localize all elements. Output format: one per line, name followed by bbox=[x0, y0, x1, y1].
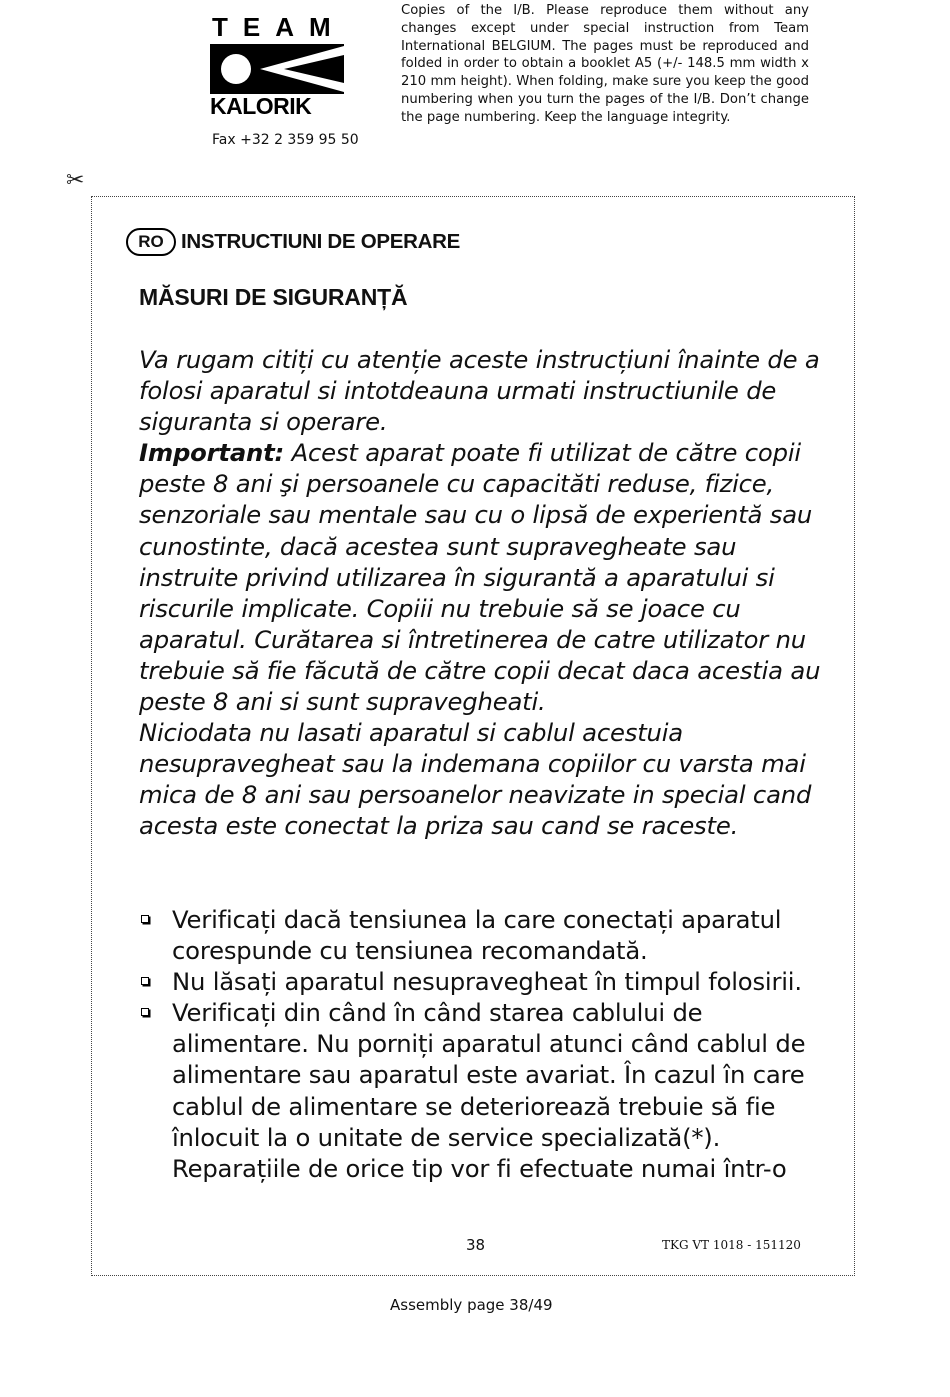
printing-notice: Copies of the I/B. Please reproduce them without any changes except under special instruction from Team International BELGIUM. The pages must be reproduced and folded in order to obtain a booklet A5 (+/- 148.5 mm width x 210 mm height). When folding, make sure you keep the good numbering when you turn the pages of the I/B. Don’t change the page numbering. Keep the language integrity. bbox=[401, 3, 809, 125]
scissors-icon: ✂ bbox=[66, 168, 85, 193]
square-bullet-icon bbox=[141, 915, 149, 923]
kalorik-k-mark-icon bbox=[210, 44, 344, 94]
list-item bbox=[139, 997, 829, 1184]
list-item-text: Verificați dacă tensiunea la care conectați aparatul corespunde cu tensiunea recomandată. bbox=[172, 905, 782, 966]
logo-brand-text: KALORIK bbox=[210, 93, 312, 119]
language-badge: RO bbox=[126, 228, 176, 256]
list-item-text: Verificați din când în când starea cablului de alimentare. Nu porniți aparatul atunci când cablul de alimentare sau aparatul este avariat. În cazul în care cablul de alimentare se deteriorează trebuie să fie înlocuit la o unitate de service specializată(*). Reparațiile de orice tip vor fi efectuate numai într-o bbox=[172, 998, 806, 1183]
important-label: Important: bbox=[139, 438, 285, 468]
safety-heading: MĂSURI DE SIGURANȚĂ bbox=[139, 284, 408, 310]
important-text: Acest aparat poate fi utilizat de către copii peste 8 ani şi persoanele cu capacităti reduse, fizice, senzoriale sau mentale sau cu o lipsă de experientă sau cunostinte, dacă acestea sunt supravegheate sau instruite privind utilizarea în sigurantă a aparatului si riscurile implicate. Copiii nu trebuie să se joace cu aparatul. Curătarea si întretinerea de catre utilizator nu trebuie să fie făcută de către copii decat daca acestia au peste 8 ani si sunt supravegheati. bbox=[139, 438, 821, 717]
page-number: 38 bbox=[466, 1236, 486, 1254]
list-item bbox=[139, 904, 829, 966]
fax-number: Fax +32 2 359 95 50 bbox=[212, 132, 359, 148]
list-item-text: Nu lăsați aparatul nesupravegheat în timpul folosirii. bbox=[172, 967, 802, 997]
supervision-paragraph: Niciodata nu lasati aparatul si cablul acestuia nesupravegheat sau la indemana copiilor cu varsta mai mica de 8 ani sau persoanelor neavizate in special cand acesta este conectat la priza sau cand se raceste. bbox=[139, 718, 812, 841]
team-kalorik-logo bbox=[210, 14, 348, 118]
model-code: TKG VT 1018 - 151120 bbox=[662, 1238, 801, 1252]
safety-list bbox=[139, 904, 829, 1184]
list-item bbox=[139, 966, 829, 997]
important-paragraph bbox=[139, 437, 829, 717]
assembly-page-label: Assembly page 38/49 bbox=[390, 1296, 553, 1314]
section-title: INSTRUCTIUNI DE OPERARE bbox=[181, 230, 460, 253]
section-header bbox=[126, 226, 460, 258]
safety-intro bbox=[139, 344, 829, 842]
logo-team-text: TEAM bbox=[212, 12, 346, 42]
square-bullet-icon bbox=[141, 1008, 149, 1016]
intro-paragraph: Va rugam citiți cu atenție aceste instrucțiuni înainte de a folosi aparatul si intotdeauna urmati instructiunile de siguranta si operare. bbox=[139, 345, 820, 437]
square-bullet-icon bbox=[141, 977, 149, 985]
